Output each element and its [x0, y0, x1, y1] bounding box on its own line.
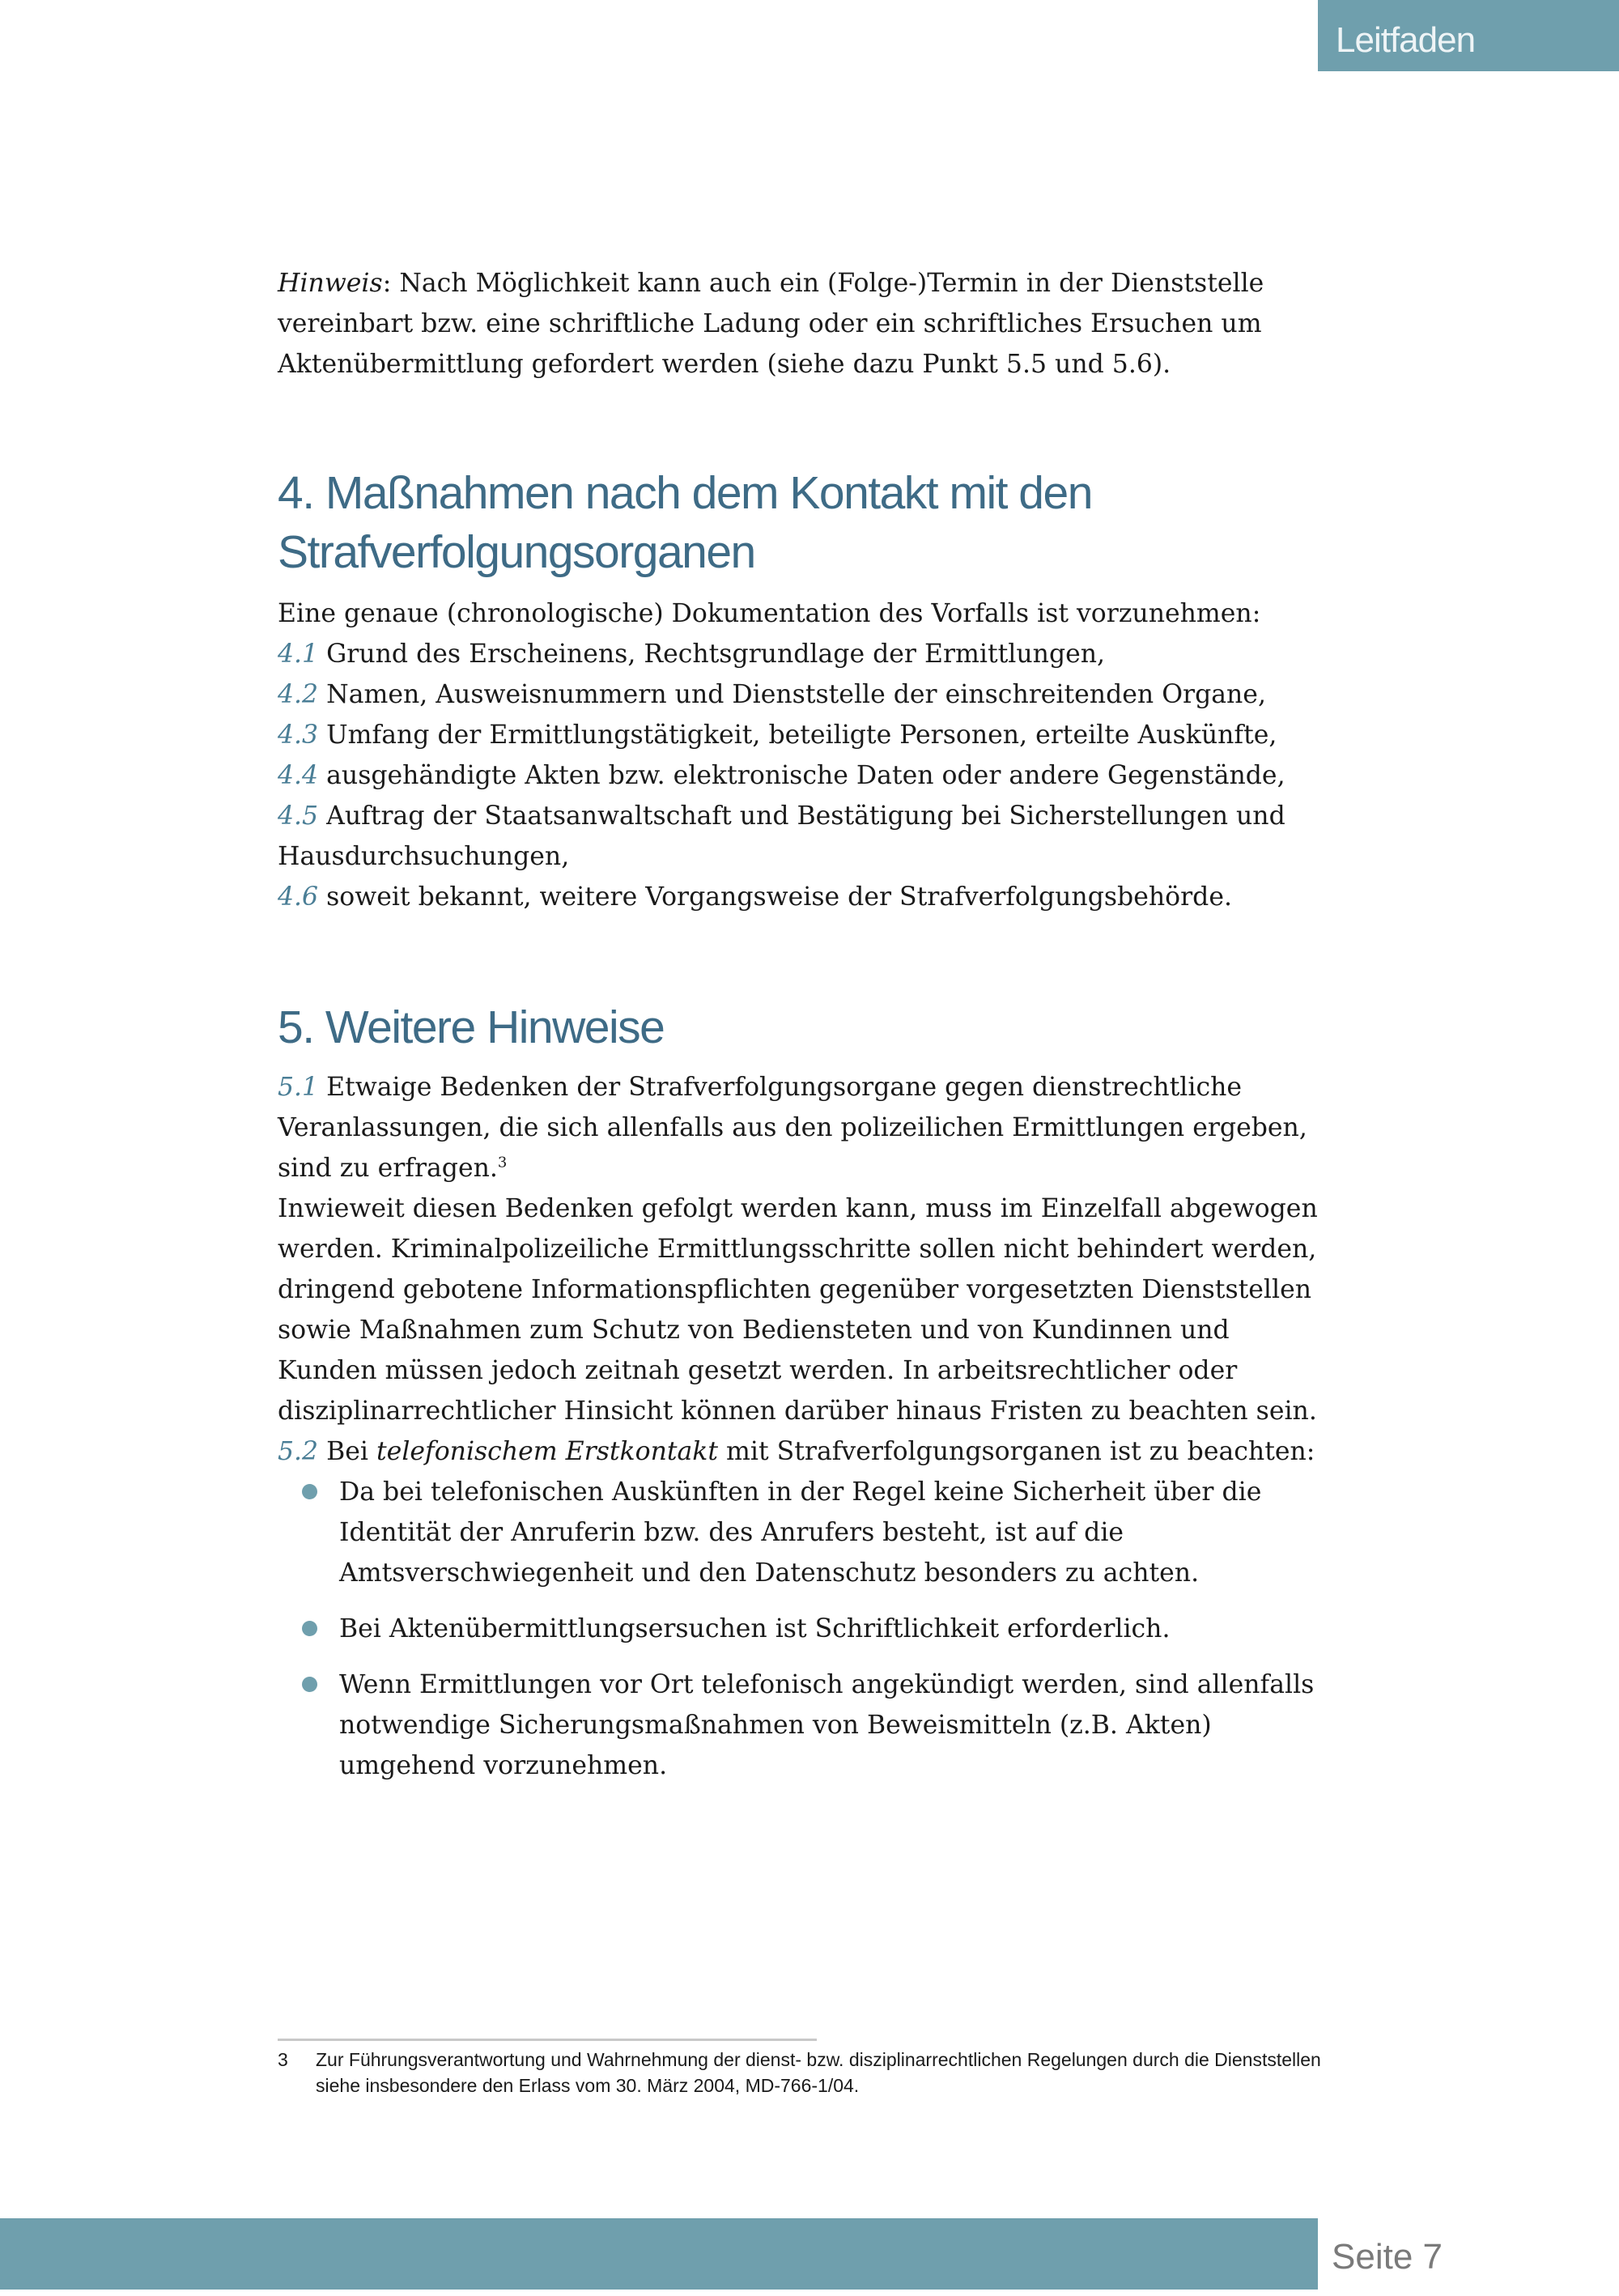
footnote-text: Zur Führungsverantwortung und Wahrnehmung der dienst- bzw. disziplinarrechtlichen Regelungen durch die Dienststellen siehe insbesondere den Erlass vom 30. März 2004, MD-766-1/04. [316, 2049, 1321, 2096]
paragraph-5-2-post: mit Strafverfolgungsorganen ist zu beachten: [718, 1437, 1315, 1466]
item-text: Auftrag der Staatsanwaltschaft und Bestätigung bei Sicherstellungen und Hausdurchsuchungen, [278, 801, 1285, 871]
footnote-number: 3 [278, 2049, 288, 2070]
item-text: Namen, Ausweisnummern und Dienststelle der einschreitenden Organe, [326, 680, 1266, 709]
bullet-item [278, 1609, 1322, 1649]
list-item [278, 634, 1322, 674]
page-content [278, 263, 1322, 1801]
footer-bar [0, 2218, 1318, 2290]
section-4-title-line2: Strafverfolgungsorganen [278, 526, 755, 578]
footnote-divider [278, 2039, 817, 2041]
bullet-dot-icon [302, 1484, 317, 1499]
bullet-text: Wenn Ermittlungen vor Ort telefonisch angekündigt werden, sind allenfalls notwendige Sicherungsmaßnahmen von Beweismitteln (z.B. Akten) umgehend vorzunehmen. [339, 1670, 1315, 1780]
paragraph-5-2-pre: Bei [326, 1437, 377, 1466]
item-number: 5.2 [278, 1437, 319, 1466]
list-item [278, 755, 1322, 796]
section-4-heading [278, 464, 1322, 582]
intro-text: : Nach Möglichkeit kann auch ein (Folge-)Termin in der Dienststelle vereinbart bzw. eine schriftliche Ladung oder ein schriftliches Ersuchen um Aktenübermittlung gefordert werden (siehe dazu Punkt 5.5 und 5.6). [278, 269, 1264, 379]
item-number: 4.3 [278, 721, 319, 750]
bullet-dot-icon [302, 1677, 317, 1692]
item-text: Umfang der Ermittlungstätigkeit, beteiligte Personen, erteilte Auskünfte, [326, 721, 1277, 750]
item-text: Grund des Erscheinens, Rechtsgrundlage der Ermittlungen, [326, 640, 1106, 669]
bullet-text: Bei Aktenübermittlungsersuchen ist Schriftlichkeit erforderlich. [339, 1614, 1171, 1643]
paragraph-5-1-text: Etwaige Bedenken der Strafverfolgungsorgane gegen dienstrechtliche Veranlassungen, die sich allenfalls aus den polizeilichen Ermittlungen ergeben, sind zu erfragen. [278, 1073, 1307, 1183]
list-item [278, 796, 1322, 877]
paragraph-5-1 [278, 1067, 1322, 1188]
paragraph-5-1-follow: Inwieweit diesen Bedenken gefolgt werden kann, muss im Einzelfall abgewogen werden. Kriminalpolizeiliche Ermittlungsschritte sollen nicht behindert werden, dringend gebotene Informationspflichten gegenüber vorgesetzten Dienststellen sowie Maßnahmen zum Schutz von Bediensteten und von Kundinnen und Kunden müssen jedoch zeitnah gesetzt werden. In arbeitsrechtlicher oder disziplinarrechtlicher Hinsicht können darüber hinaus Fristen zu beachten sein. [278, 1194, 1318, 1426]
paragraph-5-2-emphasis: telefonischem Erstkontakt [376, 1437, 719, 1466]
item-text: ausgehändigte Akten bzw. elektronische Daten oder andere Gegenstände, [326, 761, 1285, 790]
list-item [278, 674, 1322, 715]
item-number: 4.4 [278, 761, 319, 790]
bullet-text: Da bei telefonischen Auskünften in der Regel keine Sicherheit über die Identität der Anruferin bzw. des Anrufers besteht, ist auf die Amtsverschwiegenheit und den Datenschutz besonders zu achten. [339, 1478, 1262, 1588]
bullet-item [278, 1472, 1322, 1593]
section-5-heading: 5. Weitere Hinweise [278, 1001, 665, 1053]
bullet-dot-icon [302, 1621, 317, 1636]
header-tab: Leitfaden [1318, 0, 1619, 71]
item-number: 5.1 [278, 1073, 319, 1102]
item-number: 4.6 [278, 882, 319, 912]
intro-note [278, 263, 1322, 385]
item-number: 4.1 [278, 640, 319, 669]
item-text: soweit bekannt, weitere Vorgangsweise der Strafverfolgungsbehörde. [326, 882, 1232, 912]
item-number: 4.2 [278, 680, 319, 709]
item-number: 4.5 [278, 801, 319, 831]
bullet-list [278, 1472, 1322, 1786]
footnote-ref[interactable]: 3 [497, 1154, 508, 1171]
paragraph-5-2 [278, 1431, 1322, 1472]
list-item [278, 877, 1322, 917]
intro-label: Hinweis [278, 269, 383, 298]
list-item [278, 715, 1322, 755]
footnote [278, 2047, 1330, 2098]
bullet-item [278, 1665, 1322, 1786]
section-4-title-line1: 4. Maßnahmen nach dem Kontakt mit den [278, 467, 1092, 519]
section-4-lead: Eine genaue (chronologische) Dokumentation des Vorfalls ist vorzunehmen: [278, 599, 1261, 628]
page-number: Seite 7 [1332, 2237, 1443, 2277]
